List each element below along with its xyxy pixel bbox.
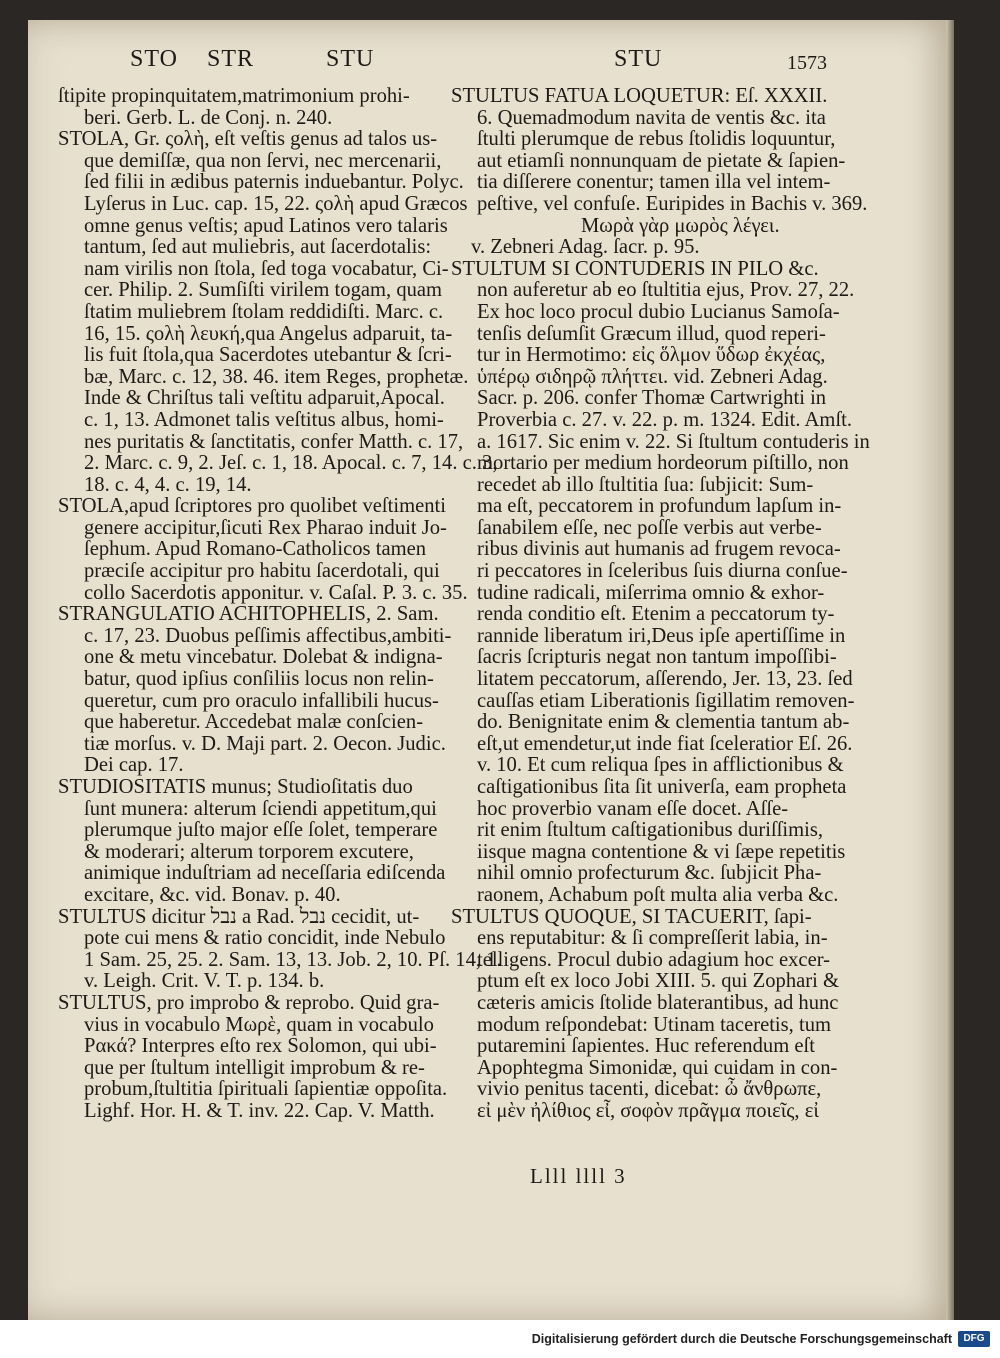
text-line: peſtive, vel confuſe. Euripides in Bachis v. 369. <box>477 192 868 215</box>
text-line: Ex hoc loco procul dubio Lucianus Samoſa- <box>477 300 840 323</box>
text-line: tenſis deſumſit Græcum illud, quod reperi- <box>477 322 826 345</box>
text-line: renda conditio eſt. Etenim a peccatorum ty- <box>477 603 835 626</box>
text-line: 6. Quemadmodum navita de ventis &c. ita <box>477 106 826 129</box>
signature-mark: Llll llll 3 <box>530 1164 627 1188</box>
text-line: STULTUS FATUA LOQUETUR: Eſ. XXXII. <box>451 85 828 107</box>
text-line: ſacris ſcripturis negat non tantum impoſſibi- <box>477 646 837 669</box>
text-line: queretur, cum pro oraculo infallibili hucus- <box>84 689 439 712</box>
text-line: modum reſpondebat: Utinam taceretis, tum <box>477 1013 832 1036</box>
text-line: aut etiamſi nonnunquam de pietate & ſapien- <box>477 149 846 172</box>
text-line: STRANGULATIO ACHITOPHELIS, 2. Sam. <box>58 603 439 626</box>
text-line: pote cui mens & ratio concidit, inde Nebulo <box>84 927 446 950</box>
text-line: ὑπέρῳ σιδηρῷ πλήττει. vid. Zebneri Adag. <box>477 365 828 388</box>
text-line: animique induſtriam ad neceſſaria ediſcenda <box>84 862 446 885</box>
text-line: do. Benignitate enim & clementia tantum ab- <box>477 711 850 734</box>
text-line: iisque magna contentione & vi ſæpe repetitis <box>477 840 846 863</box>
text-line: plerumque juſto major eſſe ſolet, temperare <box>84 819 438 842</box>
text-line: cauſſas etiam Liberationis ſigillatim removen- <box>477 689 855 712</box>
text-line: Apophtegma Simonidæ, qui cuidam in con- <box>477 1056 838 1079</box>
text-line: rannide liberatum iri,Deus ipſe apertiſſime in <box>477 624 846 647</box>
text-line: caſtigationibus ſita ſit univerſa, eam propheta <box>477 776 847 798</box>
text-line: probum,ſtultitia ſpirituali ſapientiæ oppoſita. <box>84 1078 448 1101</box>
text-line: ſtatim muliebrem ſtolam reddidiſti. Marc. c. <box>84 300 444 323</box>
text-line: Lyſerus in Luc. cap. 15, 22. ςολὴ apud Græcos <box>84 192 468 215</box>
text-line: ptum eſt ex loco Jobi XIII. 5. qui Zophari & <box>477 970 840 993</box>
text-line: lis fuit ſtola,qua Sacerdotes utebantur & ſcri- <box>84 344 452 367</box>
text-line: tudine radicali, miſerrima omnio & exhor- <box>477 581 825 604</box>
text-line: STULTUS QUOQUE, SI TACUERIT, ſapi- <box>451 905 812 928</box>
text-line: hoc proverbio vanam eſſe docet. Aſſe- <box>477 797 789 820</box>
text-line: ſtulti plerumque de rebus ſtolidis loquuntur, <box>477 128 836 151</box>
text-line: ſtipite propinquitatem,matrimonium prohi- <box>58 85 410 107</box>
text-line: mortario per medium hordeorum piſtillo, non <box>477 452 849 475</box>
text-line: raonem, Achabum poſt multa alia verba &c. <box>477 883 839 906</box>
text-line: c. 17, 23. Duobus peſſimis affectibus,ambiti- <box>84 624 452 647</box>
text-line: Proverbia c. 27. v. 22. p. m. 1324. Edit. Amſt. <box>477 408 853 431</box>
text-line: omne genus veſtis; apud Latinos vero talaris <box>84 214 448 237</box>
text-line: STULTUM SI CONTUDERIS IN PILO &c. <box>451 257 819 280</box>
text-line: one & metu vincebatur. Dolebat & indigna- <box>84 646 443 669</box>
text-line: Inde & Chriſtus tali veſtitu adparuit,Apocal. <box>84 387 445 410</box>
text-line: εἰ μὲν ἠλίθιος εἶ, σοφὸν πρᾶγμα ποιεῖς, εἰ <box>477 1099 819 1122</box>
header-word: STR <box>207 46 255 72</box>
text-line: vius in vocabulo Μωρὲ, quam in vocabulo <box>84 1013 434 1036</box>
text-line: STULTUS, pro improbo & reprobo. Quid gra- <box>58 991 440 1014</box>
text-line: recedet ab illo ſtultitia ſua: ſubjicit: Sum- <box>477 473 814 496</box>
text-line: ri peccatores in ſceleribus ſuis diurna conſue- <box>477 560 848 583</box>
text-line: c. 1, 13. Admonet talis veſtitus albus, homi- <box>84 408 444 431</box>
text-line: litatem peccatorum, aſſerendo, Jer. 13, 23. ſed <box>477 668 853 691</box>
header-word: STU <box>614 46 663 72</box>
text-line: ens reputabitur: & ſi compreſſerit labia, in- <box>477 927 828 950</box>
text-line: STULTUS dicitur נבל a Rad. נבל cecidit, ut- <box>58 905 420 928</box>
text-line: STOLA,apud ſcriptores pro quolibet veſtimenti <box>58 495 446 518</box>
page-edge <box>946 20 954 1320</box>
text-line: que demiſſæ, qua non ſervi, nec mercenarii, <box>84 149 442 172</box>
text-line: eſt,ut emendetur,ut inde fiat ſceleratior Eſ. 26. <box>477 732 853 755</box>
text-line: genere accipitur,ſicuti Rex Pharao induit Jo- <box>84 516 447 539</box>
text-line: & moderari; alterum torporem excutere, <box>84 840 414 863</box>
text-line: nam virilis non ſtola, ſed toga vocabatur, Ci- <box>84 257 449 280</box>
text-line: que haberetur. Accedebat malæ conſcien- <box>84 711 424 734</box>
text-line: rit enim ſtultum caſtigationibus duriſſimis, <box>477 819 824 842</box>
text-line: vivio penitus tacenti, dicebat: ὦ ἄνθρωπε, <box>477 1078 822 1101</box>
text-line: 16, 15. ςολὴ λευκή,qua Angelus adparuit, ta- <box>84 322 453 345</box>
text-line: Μωρὰ γὰρ μωρὸς λέγει. <box>581 214 780 237</box>
text-line: 2. Marc. c. 9, 2. Jeſ. c. 1, 18. Apocal. c. 7, 14. c. 3, <box>84 452 498 475</box>
page-number: 1573 <box>787 52 827 74</box>
text-line: tiæ morſus. v. D. Maji part. 2. Oecon. Judic. <box>84 732 446 755</box>
text-line: que per ſtultum intelligit improbum & re- <box>84 1056 425 1079</box>
text-line: STOLA, Gr. ςολὴ, eſt veſtis genus ad talos us- <box>58 128 438 151</box>
header-word: STO <box>130 46 178 72</box>
text-line: ribus divinis aut humanis ad frugem revoca- <box>477 538 841 561</box>
text-line: ma eſt, peccatorem in profundum lapſum in- <box>477 495 842 518</box>
text-line: ſed filii in ædibus paternis induebantur. Polyc. <box>84 171 464 194</box>
text-line: cer. Philip. 2. Sumſiſti virilem togam, quam <box>84 279 443 302</box>
text-line: STUDIOSITATIS munus; Studioſitatis duo <box>58 776 413 798</box>
text-line: cæteris amicis ſtolide blaterantibus, ad hunc <box>477 991 839 1014</box>
text-line: v. 10. Et cum reliqua ſpes in afflictionibus & <box>477 754 844 777</box>
left-column <box>58 85 502 1123</box>
text-line: bæ, Marc. c. 12, 38. 46. item Reges, prophetæ. <box>84 365 469 388</box>
text-line: Sacr. p. 206. confer Thomæ Cartwrighti in <box>477 387 827 410</box>
text-line: a. 1617. Sic enim v. 22. Si ſtultum contuderis in <box>477 430 870 453</box>
text-line: putaremini ſapientes. Huc referendum eſt <box>477 1035 815 1058</box>
text-line: v. Zebneri Adag. ſacr. p. 95. <box>471 236 700 259</box>
dfg-logo: DFG <box>958 1331 990 1347</box>
text-line: ſanabilem eſſe, nec poſſe verbis aut verbe- <box>477 516 822 539</box>
text-line: ſunt munera: alterum ſciendi appetitum,qui <box>84 797 437 820</box>
text-line: telligens. Procul dubio adagium hoc excer- <box>477 948 831 971</box>
footer-bar <box>0 1320 1000 1358</box>
text-line: nes puritatis & ſanctitatis, confer Matth. c. 17, <box>84 430 464 453</box>
text-line: tantum, ſed aut muliebris, aut ſacerdotalis: <box>84 236 432 259</box>
text-line: v. Leigh. Crit. V. T. p. 134. b. <box>84 970 325 993</box>
text-line: ſephum. Apud Romano-Catholicos tamen <box>84 538 427 561</box>
text-line: non auferetur ab eo ſtultitia ejus, Prov. 27, 22. <box>477 279 855 302</box>
right-column <box>451 85 870 1123</box>
text-line: 1 Sam. 25, 25. 2. Sam. 13, 13. Job. 2, 10. Pſ. 14, 1. <box>84 948 502 971</box>
text-line: 18. c. 4, 4. c. 19, 14. <box>84 473 252 496</box>
text-line: beri. Gerb. L. de Conj. n. 240. <box>84 106 333 129</box>
footer-credit: Digitalisierung gefördert durch die Deutsche Forschungsgemeinschaft <box>531 1332 952 1346</box>
text-line: tur in Hermotimo: εἰς ὅλμον ὕδωρ ἐκχέας, <box>477 344 826 367</box>
text-line: tia diſſerere conentur; tamen illa vel intem- <box>477 171 831 194</box>
text-line: Dei cap. 17. <box>84 754 184 777</box>
text-line: præciſe accipitur pro habitu ſacerdotali, qui <box>84 560 440 583</box>
text-line: Lighf. Hor. H. & T. inv. 22. Cap. V. Matth. <box>84 1099 435 1122</box>
text-line: collo Sacerdotis apponitur. v. Caſal. P. 3. c. 35. <box>84 581 468 604</box>
header-word: STU <box>326 46 375 72</box>
running-header <box>0 46 1000 86</box>
text-line: nihil omnio profecturum &c. ſubjicit Pha- <box>477 862 822 885</box>
text-line: excitare, &c. vid. Bonav. p. 40. <box>84 883 341 906</box>
text-line: Ρακά? Interpres eſto rex Solomon, qui ubi- <box>84 1035 437 1058</box>
text-line: batur, quod ipſius conſiliis locus non relin- <box>84 668 434 691</box>
